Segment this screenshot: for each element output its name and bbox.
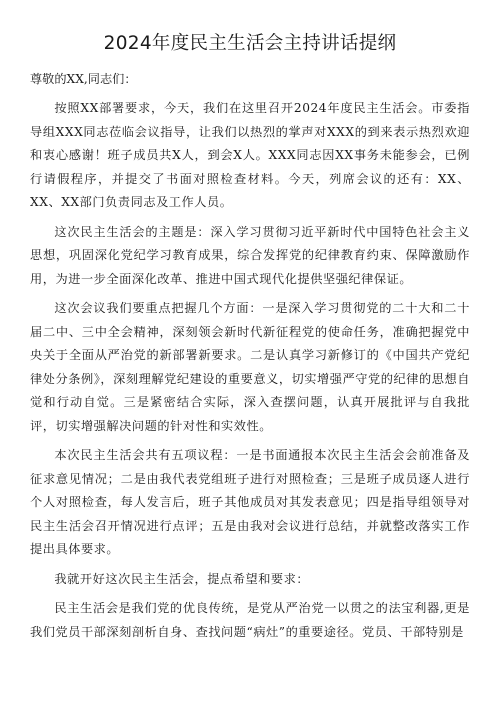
paragraph-tradition: 民主生活会是我们党的优良传统，是党从严治党一以贯之的法宝利器,更是我们党员干部深刻剖析自身、查找问题“病灶”的重要途径。党员、干部特别是 xyxy=(30,601,470,639)
paragraph-meeting-intro: 按照XX部署要求，今天，我们在这里召开2024年度民主生活会。市委指导组XXX同志莅临会议指导，让我们以热烈的掌声对XXX的到来表示热烈欢迎和衷心感谢！班子成员共X人，到会X人。XXX同志因XX事务未能参会，已例行请假程序，并提交了书面对照检查材料。今天，列席会议的还有：XX、XX、XX部门负责同志及工作人员。 xyxy=(30,101,470,209)
paragraph-meeting-theme: 这次民主生活会的主题是：深入学习贯彻习近平新时代中国特色社会主义思想，巩固深化党纪学习教育成果，综合发挥党的纪律教育约束、保障激励作用，为进一步全面深化改革、推进中国式现代化提供坚强纪律保证。 xyxy=(30,224,470,286)
paragraph-agenda: 本次民主生活会共有五项议程：一是书面通报本次民主生活会会前准备及征求意见情况；二是由我代表党组班子进行对照检查；三是班子成员逐人进行个人对照检查，每人发言后，班子其他成员对其发表意见；四是指导组领导对民主生活会召开情况进行点评；五是由我对会议进行总结，并就整改落实工作提出具体要求。 xyxy=(30,448,470,556)
salutation: 尊敬的XX,同志们： xyxy=(30,72,137,86)
paragraph-key-points: 这次会议我们要重点把握几个方面：一是深入学习贯彻党的二十大和二十届二中、三中全会精神，深刻领会新时代新征程党的使命任务，准确把握党中央关于全面从严治党的新部署新要求。二是认真学习新修订的《中国共产党纪律处分条例》，深刻理解党纪建设的重要意义，切实增强严守党的纪律的思想自觉和行动自觉。三是紧密结合实际，深入查摆问题，认真开展批评与自我批评，切实增强解决问题的针对性和实效性。 xyxy=(30,301,470,433)
paragraph-requirements-lead: 我就开好这次民主生活会，提点希望和要求： xyxy=(54,571,310,586)
document-title: 2024年度民主生活会主持讲话提纲 xyxy=(103,33,397,54)
